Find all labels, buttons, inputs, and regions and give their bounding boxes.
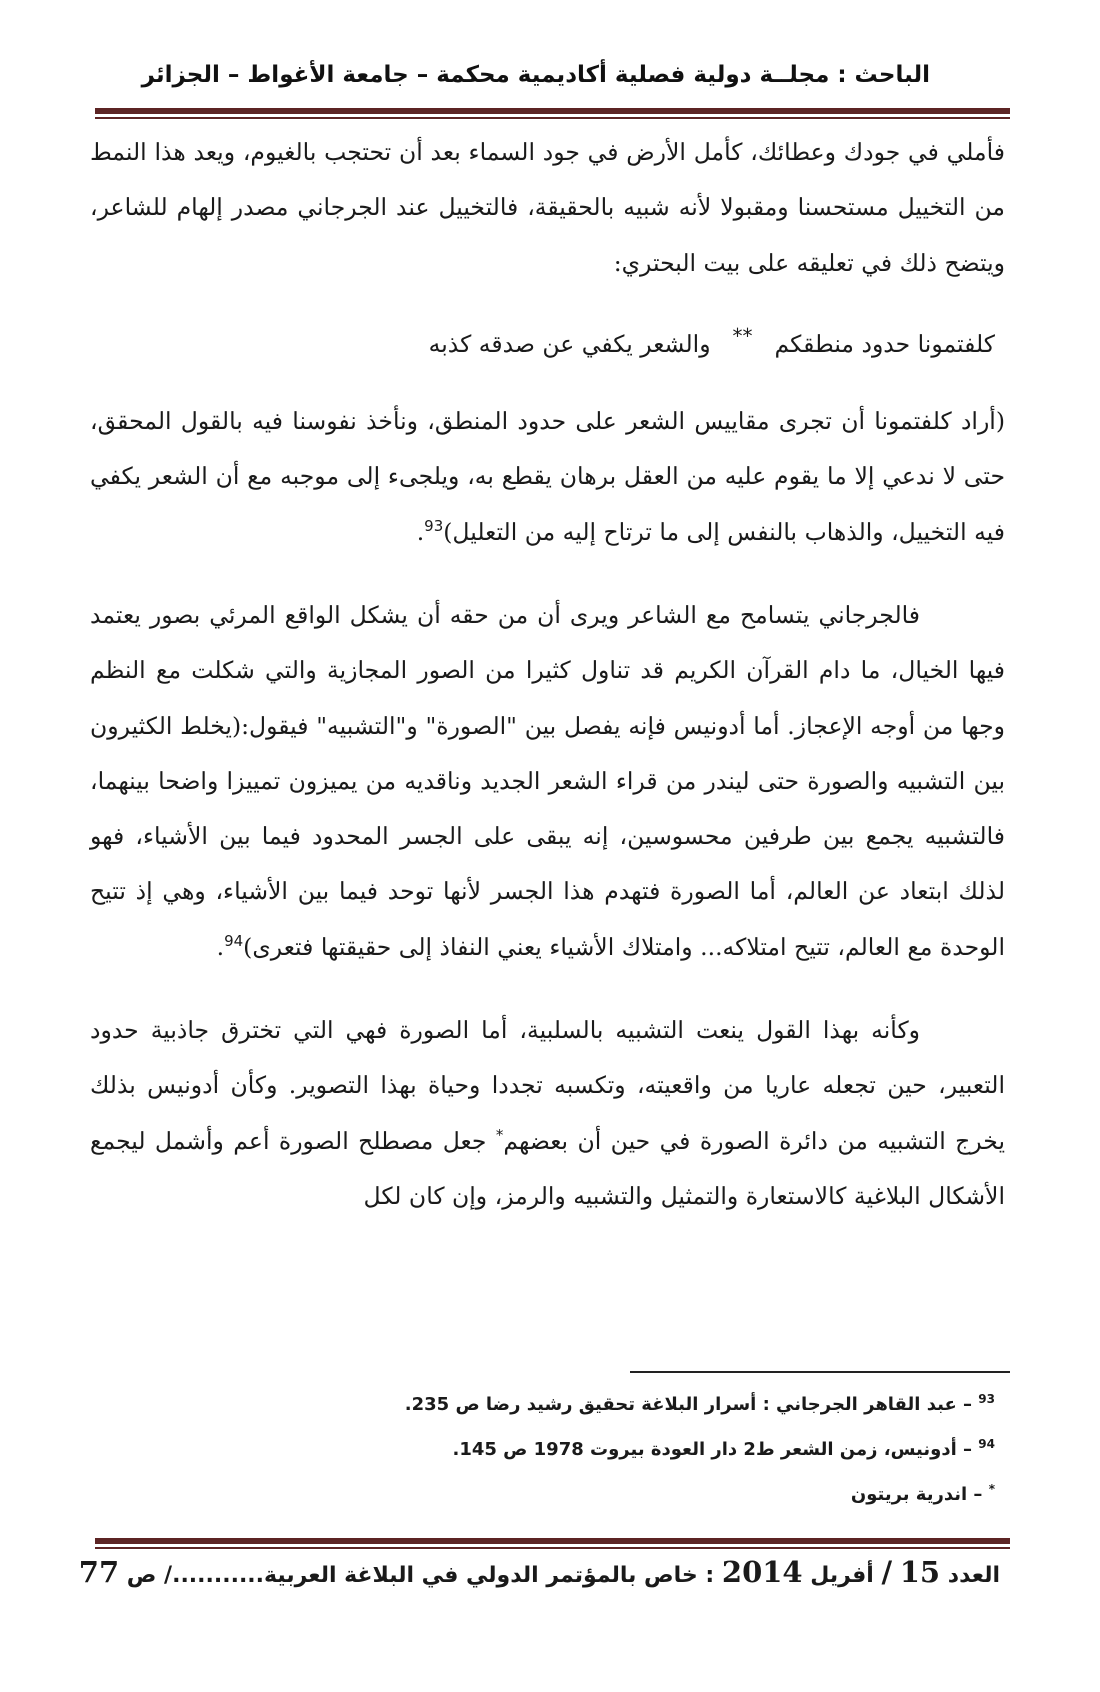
paragraph-1: فأملي في جودك وعطائك، كأمل الأرض في جود السماء بعد أن تحتجب بالغيوم، ويعد هذا النمط من التخييل مستحسنا ومقبولا لأنه شبيه بالحقيقة، فالتخييل عند الجرجاني مصدر إلهام للشاعر، ويتضح ذلك في تعليقه على بيت البحتري: [90, 138, 1005, 277]
running-footer [78, 1555, 1000, 1589]
paragraph-2-end: . [216, 932, 225, 961]
verse-first-hemistich: كلفتمونا حدود منطقكم [774, 329, 995, 358]
article-body [90, 125, 1005, 1224]
issue-year: 2014 [721, 1555, 803, 1589]
issue-label: العدد [947, 1563, 1000, 1588]
footnote-93 [95, 1382, 995, 1427]
footnote-mark: 93 [978, 1392, 995, 1406]
footnote-text: – عبد القاهر الجرجاني : أسرار البلاغة تحقيق رشيد رضا ص 235. [404, 1394, 973, 1415]
footnotes [95, 1382, 995, 1517]
paragraph-2-text: فالجرجاني يتسامح مع الشاعر ويرى أن من حقه أن يشكل الواقع المرئي بصور يعتمد فيها الخيال، ما دام القرآن الكريم قد تناول كثيرا من الصور المجازية والتي شكلت مع النظم وجها من أوجه الإعجاز. أما أدونيس فإنه يفصل بين "الصورة" و"التشبيه" فيقول:(يخلط الكثيرون بين التشبيه والصورة حتى ليندر من قراء الشعر الجديد وناقديه من يميزون تمييزا واضحا بينهما، فالتشبيه يجمع بين طرفين محسوسين، إنه يبقى على الجسر المحدود فيما بين الأشياء، فهو لذلك ابتعاد عن العالم، أما الصورة فتهدم هذا الجسر لأنها توحد فيما بين الأشياء، وهي إذ تتيح الوحدة مع العالم، تتيح امتلاكه... وامتلاك الأشياء يعني النفاذ إلى حقيقتها فتعرى) [90, 600, 1005, 961]
footnote-mark: * [988, 1482, 995, 1496]
poetry-verse [90, 309, 1005, 372]
verse-second-hemistich: والشعر يكفي عن صدقه كذبه [428, 329, 711, 358]
footnote-separator [630, 1371, 1010, 1373]
footnote-star [95, 1472, 995, 1517]
verse-separator: ** [732, 323, 753, 348]
footnote-text: – اندرية بريتون [850, 1484, 983, 1505]
running-header: الباحث : مجلــة دولية فصلية أكاديمية محكمة – جامعة الأغواط – الجزائر [141, 62, 930, 88]
footer-rule [95, 1538, 1010, 1549]
footnote-94 [95, 1427, 995, 1472]
footer-separator: / [881, 1555, 893, 1589]
footnote-mark: 94 [978, 1437, 995, 1451]
footnote-text: – أدونيس، زمن الشعر ط2 دار العودة بيروت 1978 ص 145. [452, 1439, 973, 1460]
paragraph-2 [90, 588, 1005, 975]
issue-month: أفريل [810, 1563, 874, 1588]
header-rule [95, 108, 1010, 119]
issue-number: 15 [899, 1555, 941, 1589]
special-issue-text: : خاص بالمؤتمر الدولي في البلاغة العربية.........../ ص [126, 1563, 715, 1588]
paragraph-3-part-1: وكأنه بهذا القول ينعت التشبيه بالسلبية، أما الصورة فهي التي تخترق جاذبية حدود التعبير، حين تجعله عاريا من واقعيته، وتكسبه تجددا وحياة بهذا التصوير. وكأن أدونيس بذلك يخرج التشبيه من دائرة الصورة في حين أن بعضهم [90, 1015, 1005, 1155]
paragraph-3-part-2: جعل مصطلح الصورة أعم وأشمل ليجمع الأشكال البلاغية كالاستعارة والتمثيل والتشبيه والرمز، وإن كان لكل [90, 1126, 1005, 1210]
quote-text: (أراد كلفتمونا أن تجرى مقاييس الشعر على حدود المنطق، ونأخذ نفوسنا فيه بالقول المحقق، حتى لا ندعي إلا ما يقوم عليه من العقل برهان يقطع به، ويلجىء إلى موجبه مع أن الشعر يكفي فيه التخييل، والذهاب بالنفس إلى ما ترتاح إليه من التعليل) [90, 407, 1005, 546]
paragraph-3 [90, 1003, 1005, 1224]
page-number: 77 [78, 1555, 120, 1589]
footnote-ref-star[interactable]: * [495, 1125, 504, 1144]
quote-end: . [416, 517, 425, 546]
footnote-ref-94[interactable]: 94 [224, 931, 244, 950]
footnote-ref-93[interactable]: 93 [424, 516, 444, 535]
quote-paragraph [90, 394, 1005, 560]
